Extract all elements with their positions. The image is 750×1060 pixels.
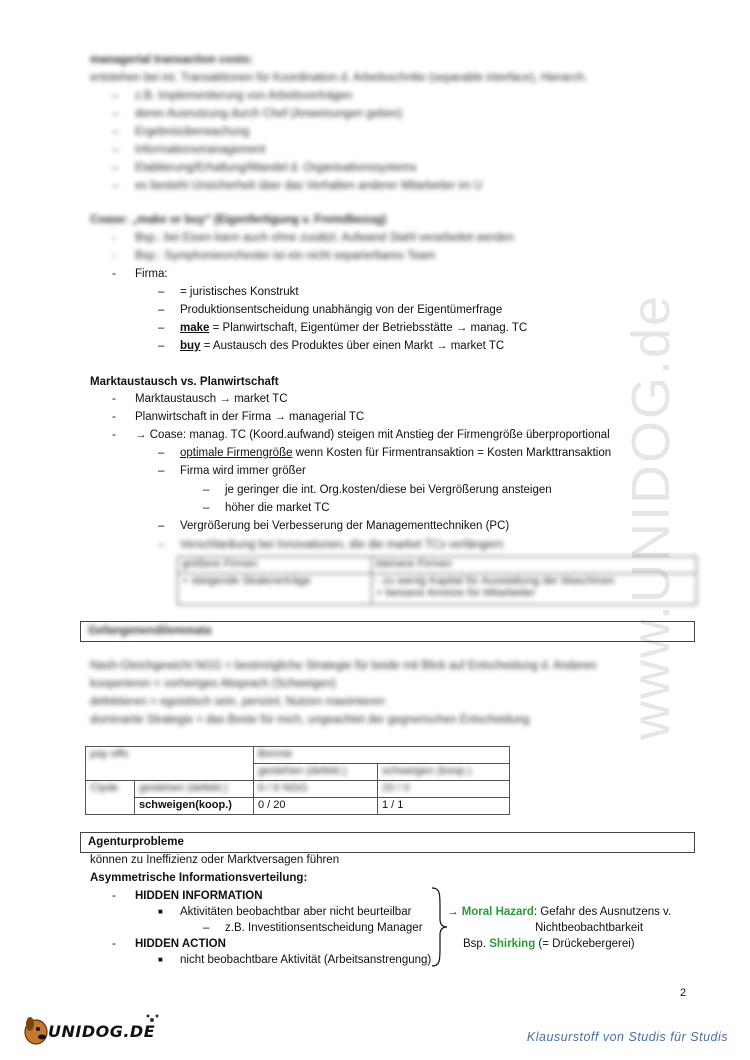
markt-item: → Coase: manag. TC (Koord.aufwand) steigen mit Anstieg der Firmengröße überproportional: [135, 429, 610, 441]
watermark-text: www.UNIDOG.de: [621, 293, 681, 740]
moral-hazard-line2: Nichtbeobachtbarkeit: [535, 922, 644, 934]
hidden-information: HIDDEN INFORMATION: [135, 890, 263, 902]
moral-hazard-rest: : Gefahr des Ausnutzens v.: [533, 906, 672, 918]
asym-title: Asymmetrische Informationsverteilung:: [90, 872, 308, 884]
section1-item: Informationsmanagement: [135, 144, 266, 156]
buy-rest: = Austausch des Produktes über einen Markt → market TC: [200, 340, 505, 352]
payoff-cell: 6 / 6 NGG: [254, 781, 378, 798]
dash-marker: -: [112, 393, 116, 405]
optimal-size-rest: wenn Kosten für Firmentransaktion = Kosten Markttransaktion: [292, 447, 612, 459]
dash-marker: –: [158, 304, 165, 316]
moral-hazard-term: Moral Hazard: [461, 906, 534, 918]
section1-item: deren Ausnutzung durch Chef (Anweisungen geben): [135, 108, 403, 120]
section1-item: Etablierung/Erhaltung/Wandel d. Organisationssystems: [135, 162, 417, 174]
make-word: make: [180, 322, 210, 334]
logo-text: UNIDOG.DE: [48, 1022, 156, 1041]
dash-marker: –: [203, 502, 210, 514]
firma-make-line: [180, 320, 527, 336]
table-cell: + steigende Skalenerträge: [178, 574, 372, 605]
payoff-clyde: Clyde: [86, 781, 135, 815]
buy-word: buy: [180, 340, 201, 352]
dash-marker: –: [158, 520, 165, 532]
bullet-marker: ■: [158, 955, 163, 964]
dash-marker: –: [158, 447, 165, 459]
payoff-cell: 0 / 20: [254, 798, 378, 815]
markt-item: Planwirtschaft in der Firma → managerial TC: [135, 411, 365, 423]
payoff-bonnie: Bonnie: [254, 747, 510, 764]
dilemma-title: Gefangenendilemmata: [88, 625, 212, 637]
make-rest: = Planwirtschaft, Eigentümer der Betriebsstätte → manag. TC: [209, 322, 528, 334]
dash-marker: -: [112, 411, 116, 423]
dash-marker: –: [203, 484, 210, 496]
grow-line: Firma wird immer größer: [180, 465, 306, 477]
payoff-table: [85, 746, 510, 815]
grow-item: je geringer die int. Org.kosten/diese bei Vergrößerung ansteigen: [225, 484, 552, 496]
table-header-cell: kleinere Firmen: [372, 557, 697, 574]
moral-hazard-line: [447, 904, 671, 920]
footer-tagline: Klausurstoff von Studis für Studis: [526, 1030, 728, 1044]
firma-buy-line: [180, 338, 504, 354]
dash-marker: -: [112, 250, 116, 262]
payoff-corner: pay offs: [86, 747, 254, 781]
dilemma-line: dominante Strategie = das Beste für mich, ungeachtet der gegnerischen Entscheidung: [90, 714, 530, 726]
dash-marker: –: [158, 340, 165, 352]
section1-item: es besteht Unsicherheit über das Verhalten anderer Mitarbeiter im U: [135, 180, 483, 192]
dash-marker: -: [112, 268, 116, 280]
dash-marker: –: [112, 90, 119, 102]
dash-marker: –: [158, 539, 165, 551]
coase-item: Bsp.: bei Eisen kann auch ohne zusätzl. Aufwand Stahl verarbeitet werden: [135, 232, 515, 244]
dash-marker: –: [158, 465, 165, 477]
section1-intro: entstehen bei int. Transaktionen für Koordination d. Arbeitsschritte (separable interface), Hierarch.: [90, 72, 588, 84]
table-cell-line: + bessere Anreize für Mitarbeiter: [376, 587, 536, 599]
firma-item: Produktionsentscheidung unabhängig von der Eigentümerfrage: [180, 304, 503, 316]
hi-sub: z.B. Investitionsentscheidung Manager: [225, 922, 423, 934]
section1-title: managerial transaction costs:: [90, 54, 253, 66]
table-cell: [372, 574, 697, 605]
payoff-cell: 20 / 0: [378, 781, 510, 798]
improve-line: Vergrößerung bei Verbesserung der Managementtechniken (PC): [180, 520, 510, 532]
page-number: 2: [680, 987, 687, 999]
dilemma-line: defektieren = egoistisch sein, persönl. Nutzen maximieren: [90, 696, 385, 708]
markt-title: Marktaustausch vs. Planwirtschaft: [90, 376, 279, 388]
agentur-intro: können zu Ineffizienz oder Marktversagen führen: [90, 854, 340, 866]
dash-marker: -: [112, 938, 116, 950]
shirking-line: [463, 936, 635, 952]
dash-marker: -: [112, 429, 116, 441]
payoff-cell: 1 / 1: [378, 798, 510, 815]
coase-title: Coase: „make or buy“ (Eigenfertigung v. Fremdbezug): [90, 214, 387, 226]
optimal-size-line: [180, 445, 611, 461]
agentur-title: Agenturprobleme: [88, 836, 184, 848]
dash-marker: –: [112, 108, 119, 120]
dash-marker: -: [112, 232, 116, 244]
blurred-sub-line: Verschlankung bei Innovationen, die die market TCs verlängern: [180, 539, 504, 551]
dash-marker: –: [203, 922, 210, 934]
dash-marker: –: [112, 126, 119, 138]
firm-size-table: [177, 556, 697, 605]
table-cell-line: - zu wenig Kapital für Ausstattung der Maschinen: [376, 575, 615, 587]
firma-item: = juristisches Konstrukt: [180, 286, 299, 298]
dash-marker: –: [112, 180, 119, 192]
grow-item: höher die market TC: [225, 502, 330, 514]
bullet-marker: ■: [158, 907, 163, 916]
dash-marker: -: [112, 890, 116, 902]
hi-item: Aktivitäten beobachtbar aber nicht beurteilbar: [180, 906, 412, 918]
firma-label: Firma:: [135, 268, 168, 280]
coase-item: Bsp.: Symphonieorchester ist ein nicht separierbares Team: [135, 250, 436, 262]
payoff-row-header: schweigen(koop.): [135, 798, 254, 815]
dilemma-line: Nash-Gleichgewicht NGG = bestmögliche Strategie für beide mit Blick auf Entscheidung d. Anderen: [90, 660, 597, 672]
bsp-label: Bsp.: [463, 938, 490, 950]
curly-brace-icon: [428, 886, 450, 968]
payoff-col-header: gestehen (defekt.): [254, 764, 378, 781]
arrow-icon: →: [447, 906, 459, 918]
payoff-row-header: gestehen (defekt.): [135, 781, 254, 798]
shirking-rest: (= Drückebergerei): [535, 938, 635, 950]
ha-item: nicht beobachtbare Aktivität (Arbeitsanstrengung): [180, 954, 432, 966]
hidden-action: HIDDEN ACTION: [135, 938, 226, 950]
markt-item: Marktaustausch → market TC: [135, 393, 288, 405]
dash-marker: –: [112, 162, 119, 174]
payoff-col-header: schweigen (koop.): [378, 764, 510, 781]
table-header-cell: größere Firmen: [178, 557, 372, 574]
dilemma-line: kooperieren = vorheriges Absprach (Schweigen): [90, 678, 336, 690]
dash-marker: –: [112, 144, 119, 156]
dash-marker: –: [158, 322, 165, 334]
section1-item: Ergebnisüberwachung: [135, 126, 250, 138]
dash-marker: –: [158, 286, 165, 298]
section1-item: z.B. Implementierung von Arbeitsverträgen: [135, 90, 353, 102]
optimal-size-word: optimale Firmengröße: [180, 447, 293, 459]
shirking-term: Shirking: [489, 938, 536, 950]
